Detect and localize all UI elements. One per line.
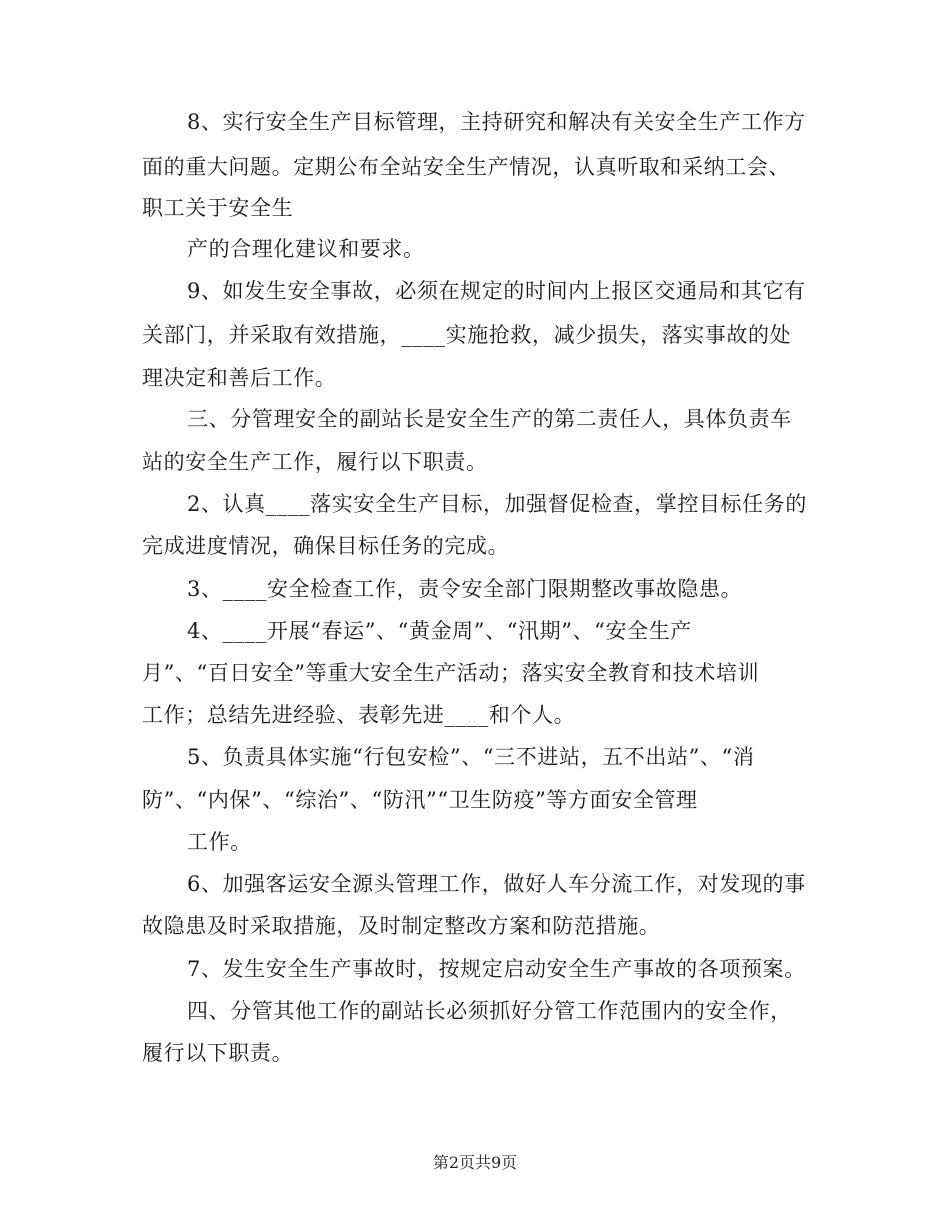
text-line: 8、实行安全生产目标管理，主持研究和解决有关安全生产工作方: [187, 110, 806, 134]
text-line: 面的重大问题。定期公布全站安全生产情况，认真听取和采纳工会、: [142, 155, 790, 179]
text-line: 理决定和善后工作。: [142, 366, 337, 390]
text-line: 7、发生安全生产事故时，按规定启动安全生产事故的各项预案。: [187, 957, 806, 981]
text-line: 防”、“内保”、“综治”、“防汛”“卫生防疫”等方面安全管理: [142, 788, 698, 812]
text-line: 3、____安全检查工作，责令安全部门限期整改事故隐患。: [187, 577, 743, 601]
text-line: 履行以下职责。: [142, 1041, 294, 1065]
text-line: 工作；总结先进经验、表彰先进____和个人。: [142, 703, 576, 727]
text-line: 关部门，并采取有效措施，____实施抢救，减少损失，落实事故的处: [142, 323, 792, 347]
text-line: 工作。: [187, 830, 252, 854]
text-line: 6、加强客运安全源头管理工作，做好人车分流工作，对发现的事: [187, 872, 806, 896]
text-line: 四、分管其他工作的副站长必须抓好分管工作范围内的安全作，: [187, 999, 792, 1023]
text-line: 2、认真____落实安全生产目标，加强督促检查，掌控目标任务的: [187, 492, 807, 516]
page-number: 第2页共9页: [432, 1153, 518, 1172]
text-line: 月”、“百日安全”等重大安全生产活动；落实安全教育和技术培训: [142, 661, 760, 685]
text-line: 站的安全生产工作，履行以下职责。: [142, 450, 488, 474]
text-line: 4、____开展“春运”、“黄金周”、“汛期”、“安全生产: [187, 619, 692, 643]
text-line: 完成进度情况，确保目标任务的完成。: [142, 534, 510, 558]
text-line: 9、如发生安全事故，必须在规定的时间内上报区交通局和其它有: [187, 279, 806, 303]
text-line: 故隐患及时采取措施，及时制定整改方案和防范措施。: [142, 914, 661, 938]
text-line: 5、负责具体实施“行包安检”、“三不进站，五不出站”、“消: [187, 745, 755, 769]
text-line: 职工关于安全生: [142, 196, 294, 220]
text-line: 产的合理化建议和要求。: [187, 237, 425, 261]
text-line: 三、分管理安全的副站长是安全生产的第二责任人，具体负责车: [187, 407, 792, 431]
